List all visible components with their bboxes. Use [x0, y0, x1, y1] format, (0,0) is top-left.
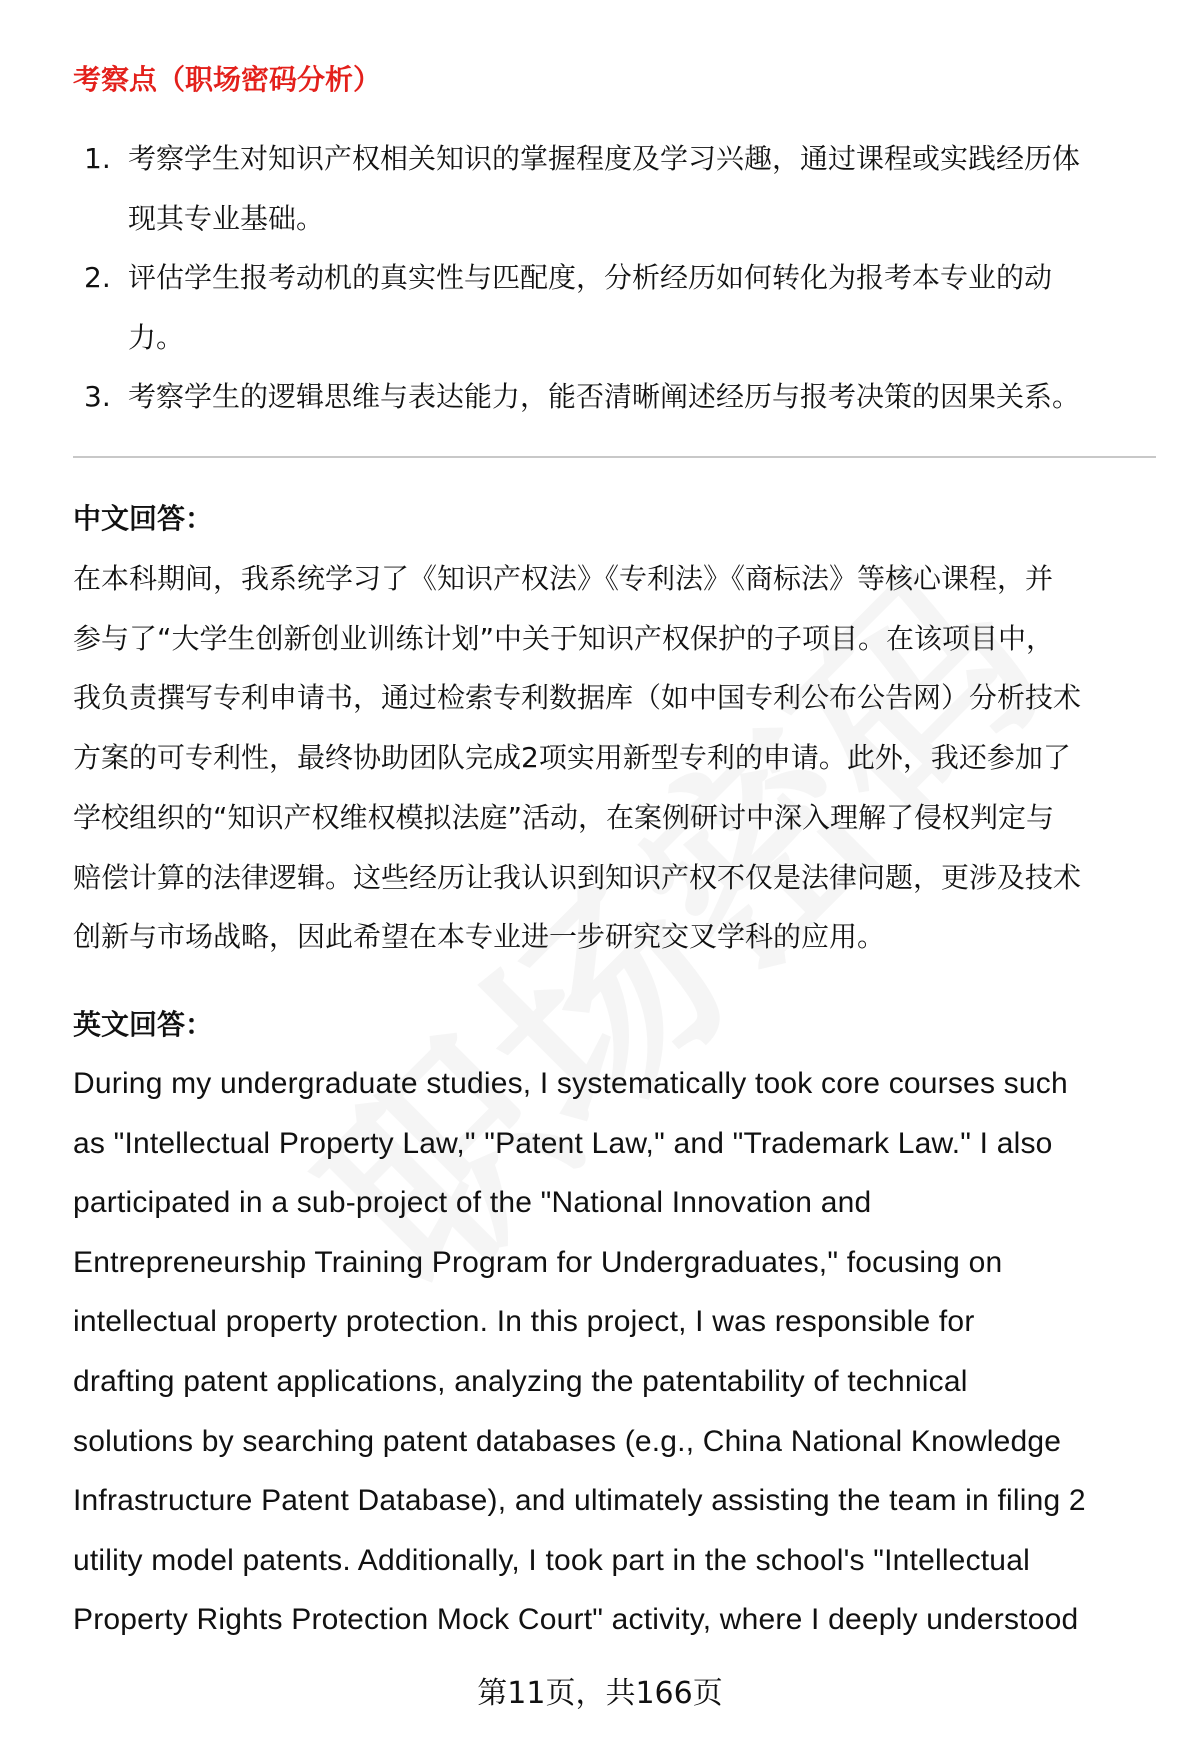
paragraph-line: Infrastructure Patent Database), and ultimately assisting the team in filing 2	[73, 1484, 1086, 1518]
paragraph-line: Property Rights Protection Mock Court" activity, where I deeply understood	[73, 1603, 1079, 1637]
list-item-line: 评估学生报考动机的真实性与匹配度，分析经历如何转化为报考本专业的动	[128, 261, 1053, 294]
paragraph-line: drafting patent applications, analyzing the patentability of technical	[73, 1365, 968, 1398]
paragraph-line: 方案的可专利性，最终协助团队完成2项实用新型专利的申请。此外，我还参加了	[73, 741, 1071, 775]
paragraph-line: utility model patents. Additionally, I took part in the school's "Intellectual	[73, 1543, 1030, 1577]
list-item-line: 考察学生对知识产权相关知识的掌握程度及学习兴趣，通过课程或实践经历体	[128, 142, 1081, 175]
paragraph-line: as "Intellectual Property Law," "Patent Law," and "Trademark Law." I also	[73, 1126, 1053, 1160]
paragraph-line: solutions by searching patent databases (e.g., China National Knowledge	[73, 1424, 1062, 1458]
paragraph-line: 在本科期间，我系统学习了《知识产权法》《专利法》《商标法》等核心课程，并	[73, 562, 1054, 595]
paragraph-line: Entrepreneurship Training Program for Undergraduates," focusing on	[73, 1245, 1003, 1279]
list-number: 3.	[84, 380, 111, 413]
paragraph-line: 创新与市场战略，因此希望在本专业进一步研究交叉学科的应用。	[73, 920, 886, 954]
paragraph-line: 参与了“大学生创新创业训练计划”中关于知识产权保护的子项目。在该项目中，	[73, 621, 1055, 655]
paragraph-line: 学校组织的“知识产权维权模拟法庭”活动，在案例研讨中深入理解了侵权判定与	[73, 800, 1055, 834]
paragraph-line: 赔偿计算的法律逻辑。这些经历让我认识到知识产权不仅是法律问题，更涉及技术	[73, 860, 1082, 894]
list-item-line: 力。	[128, 321, 185, 354]
paragraph-line: 我负责撰写专利申请书，通过检索专利数据库（如中国专利公布公告网）分析技术	[73, 681, 1082, 715]
chinese-answer-heading: 中文回答：	[73, 502, 214, 535]
list-item-line: 现其专业基础。	[128, 202, 325, 235]
paragraph-line: intellectual property protection. In this project, I was responsible for	[73, 1305, 975, 1339]
english-answer-heading: 英文回答：	[73, 1008, 214, 1041]
divider	[73, 456, 1156, 458]
paragraph-line: participated in a sub-project of the "National Innovation and	[73, 1186, 872, 1220]
list-number: 1.	[84, 142, 111, 175]
paragraph-line: During my undergraduate studies, I systematically took core courses such	[73, 1067, 1068, 1100]
list-number: 2.	[84, 261, 111, 294]
analysis-title: 考察点（职场密码分析）	[73, 63, 382, 96]
page-number: 第11页，共166页	[477, 1676, 723, 1711]
list-item-line: 考察学生的逻辑思维与表达能力，能否清晰阐述经历与报考决策的因果关系。	[128, 380, 1081, 413]
